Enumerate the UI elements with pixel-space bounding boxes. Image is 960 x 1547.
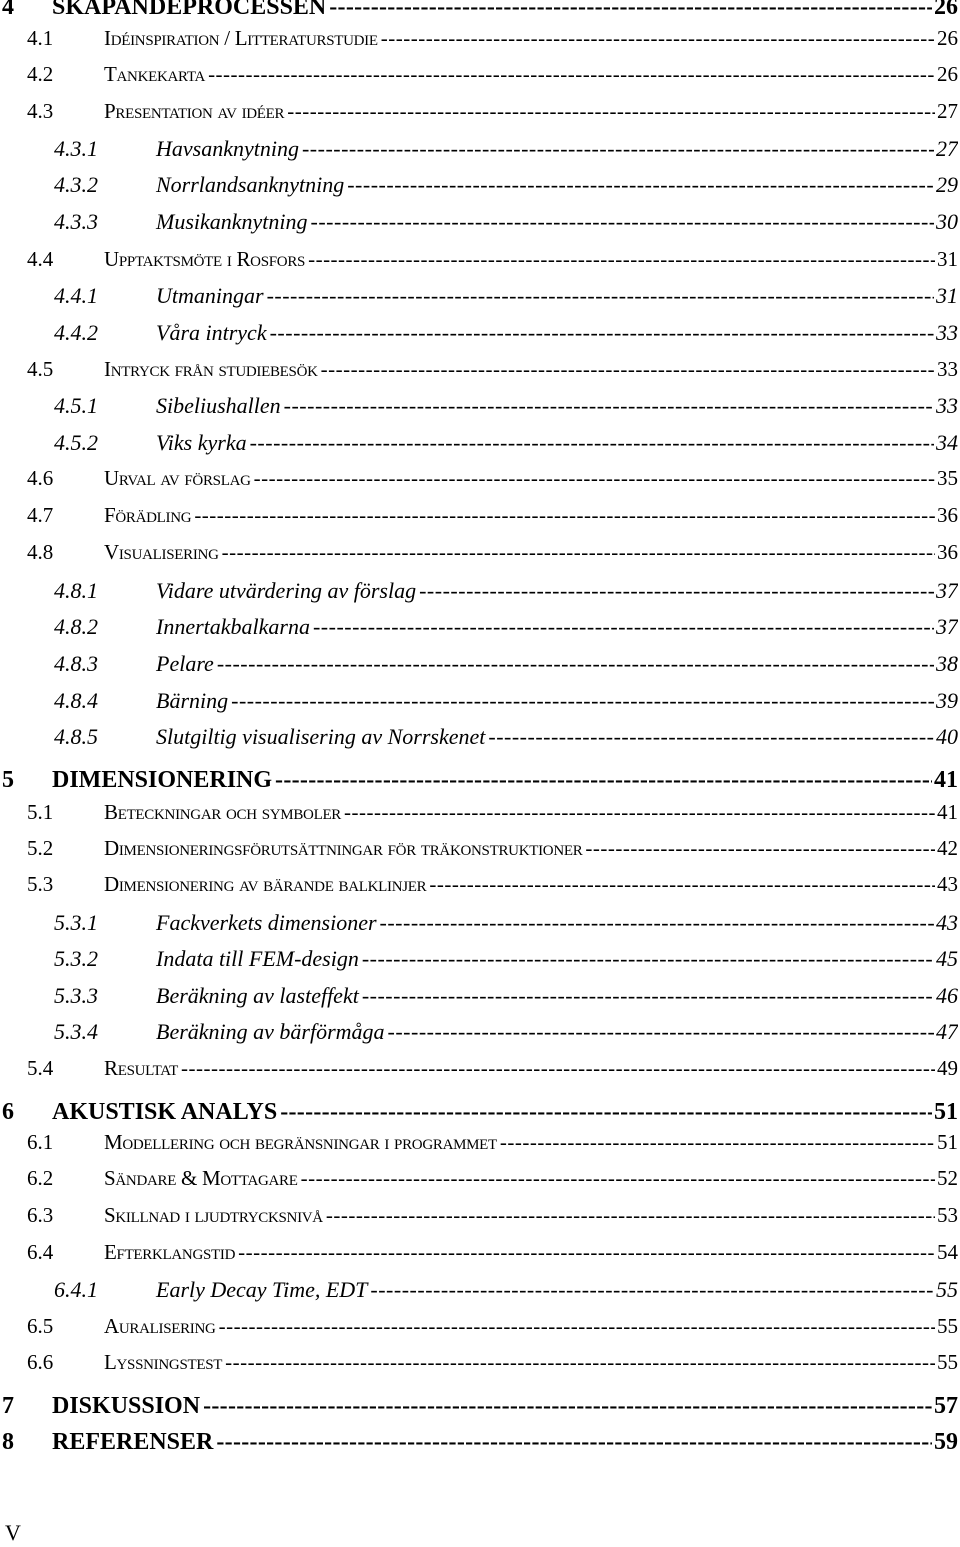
toc-entry-page: 57: [934, 1393, 958, 1419]
toc-entry[interactable]: [0, 393, 958, 427]
toc-entry-page: 31: [937, 247, 958, 271]
toc-entry[interactable]: [0, 357, 958, 391]
toc-entry-title: Beräkning av bärförmåga: [156, 1019, 385, 1044]
toc-entry-title: Dimensionering av bärande balklinjer: [104, 872, 427, 896]
toc-entry-number: 6.5: [27, 1314, 54, 1338]
toc-entry-page: 54: [937, 1240, 958, 1264]
toc-entry-number: 4.3.2: [54, 172, 98, 197]
toc-entry-number: 4.8.4: [54, 688, 98, 713]
dash-leader: [222, 540, 935, 565]
dash-leader: [275, 767, 932, 794]
dash-leader: [280, 1099, 932, 1126]
toc-entry-number: 4.5.1: [54, 393, 98, 418]
toc-entry[interactable]: [0, 1019, 958, 1053]
toc-entry-page: 59: [934, 1429, 958, 1455]
dash-leader: [311, 209, 934, 235]
dash-leader: [216, 1429, 932, 1456]
toc-entry-number: 4.3: [27, 99, 54, 123]
toc-entry-title: Auralisering: [104, 1314, 216, 1338]
toc-entry[interactable]: [0, 724, 958, 758]
toc-entry-number: 4.5.2: [54, 430, 98, 455]
toc-entry[interactable]: [0, 1314, 958, 1348]
toc-entry-number: 6.4: [27, 1240, 54, 1264]
toc-entry[interactable]: [0, 1393, 958, 1427]
toc-entry-page: 41: [937, 800, 958, 824]
toc-entry-number: 4.6: [27, 466, 54, 490]
dash-leader: [287, 99, 935, 124]
toc-entry-page: 41: [934, 767, 958, 793]
toc-entry[interactable]: [0, 1099, 958, 1133]
toc-entry[interactable]: [0, 946, 958, 980]
toc-entry-page: 30: [936, 209, 958, 234]
dash-leader: [370, 1277, 934, 1303]
toc-entry[interactable]: [0, 430, 958, 464]
toc-entry-page: 26: [934, 0, 958, 20]
dash-leader: [488, 724, 934, 750]
toc-entry-page: 39: [936, 688, 958, 713]
toc-entry-number: 6.4.1: [54, 1277, 98, 1302]
toc-entry-number: 4.4: [27, 247, 54, 271]
toc-entry-number: 4.5: [27, 357, 54, 381]
toc-entry-number: 4.7: [27, 503, 54, 527]
toc-entry[interactable]: [0, 651, 958, 685]
dash-leader: [380, 910, 934, 936]
dash-leader: [270, 320, 934, 346]
dash-leader: [301, 1166, 935, 1191]
toc-entry-page: 36: [937, 540, 958, 564]
toc-entry[interactable]: [0, 836, 958, 870]
toc-entry-number: 4: [2, 0, 14, 20]
toc-entry-number: 4.8: [27, 540, 54, 564]
toc-entry-title: Förädling: [104, 503, 192, 527]
toc-entry-title: REFERENSER: [52, 1429, 214, 1455]
toc-entry[interactable]: [0, 136, 958, 170]
toc-entry-page: 36: [937, 503, 958, 527]
toc-entry-title: Skillnad i ljudtrycksnivå: [104, 1203, 323, 1227]
toc-entry-page: 51: [937, 1130, 958, 1154]
toc-entry-title: Upptaktsmöte i Rosfors: [104, 247, 306, 271]
toc-entry-title: Urval av förslag: [104, 466, 251, 490]
toc-entry-number: 5.3.1: [54, 910, 98, 935]
page-number-footer: V: [5, 1520, 21, 1545]
toc-entry[interactable]: [0, 320, 958, 354]
toc-entry[interactable]: [0, 1429, 958, 1463]
toc-entry-page: 42: [937, 836, 958, 860]
dash-leader: [284, 393, 934, 419]
toc-entry-page: 55: [937, 1350, 958, 1374]
toc-entry[interactable]: [0, 540, 958, 574]
toc-entry[interactable]: [0, 172, 958, 206]
toc-entry-title: Bärning: [156, 688, 229, 713]
toc-entry[interactable]: [0, 800, 958, 834]
toc-entry-title: Beräkning av lasteffekt: [156, 983, 359, 1008]
toc-entry-number: 4.4.2: [54, 320, 98, 345]
toc-entry-page: 37: [936, 614, 958, 639]
dash-leader: [238, 1240, 935, 1265]
toc-entry-number: 7: [2, 1393, 14, 1419]
toc-entry-title: Våra intryck: [156, 320, 267, 345]
toc-entry[interactable]: [0, 614, 958, 648]
toc-entry-title: AKUSTISK ANALYS: [52, 1099, 278, 1125]
toc-entry[interactable]: [0, 1350, 958, 1384]
dash-leader: [208, 62, 935, 87]
toc-entry-title: Vidare utvärdering av förslag: [156, 578, 417, 603]
toc-entry[interactable]: [0, 26, 958, 60]
toc-entry-page: 55: [936, 1277, 958, 1302]
toc-entry-title: Norrlandsanknytning: [156, 172, 345, 197]
toc-entry-page: 46: [936, 983, 958, 1008]
toc-entry-title: Early Decay Time, EDT: [156, 1277, 368, 1302]
toc-entry-number: 5.3.4: [54, 1019, 98, 1044]
toc-entry-page: 37: [936, 578, 958, 603]
toc-entry-title: Visualisering: [104, 540, 219, 564]
toc-entry-number: 5.3.2: [54, 946, 98, 971]
toc-entry-title: Sibeliushallen: [156, 393, 281, 418]
toc-entry[interactable]: [0, 503, 958, 537]
toc-entry[interactable]: [0, 99, 958, 133]
toc-entry-number: 6: [2, 1099, 14, 1125]
toc-entry[interactable]: [0, 910, 958, 944]
toc-entry[interactable]: [0, 1056, 958, 1090]
toc-entry-title: Tankekarta: [104, 62, 206, 86]
dash-leader: [194, 503, 935, 528]
toc-entry-number: 5: [2, 767, 14, 793]
toc-entry-number: 5.3: [27, 872, 54, 896]
dash-leader: [347, 172, 934, 198]
dash-leader: [429, 872, 935, 897]
dash-leader: [267, 283, 934, 309]
toc-entry-page: 26: [937, 62, 958, 86]
dash-leader: [419, 578, 934, 604]
toc-entry[interactable]: [0, 0, 958, 28]
toc-entry-title: Fackverkets dimensioner: [156, 910, 377, 935]
dash-leader: [302, 136, 934, 162]
toc-entry-title: Utmaningar: [156, 283, 264, 308]
toc-entry[interactable]: [0, 62, 958, 96]
toc-entry-number: 4.8.1: [54, 578, 98, 603]
toc-entry-title: Sändare & Mottagare: [104, 1166, 298, 1190]
toc-entry[interactable]: [0, 247, 958, 281]
toc-entry-number: 4.3.3: [54, 209, 98, 234]
toc-entry[interactable]: [0, 767, 958, 801]
toc-entry-page: 26: [937, 26, 958, 50]
toc-entry-number: 4.3.1: [54, 136, 98, 161]
toc-entry[interactable]: [0, 1130, 958, 1164]
toc-entry[interactable]: [0, 872, 958, 906]
dash-leader: [250, 430, 934, 456]
toc-entry-title: Presentation av idéer: [104, 99, 285, 123]
dash-leader: [231, 688, 934, 714]
toc-entry-page: 29: [936, 172, 958, 197]
toc-entry-number: 4.1: [27, 26, 54, 50]
toc-entry-page: 49: [937, 1056, 958, 1080]
toc-entry-title: DISKUSSION: [52, 1393, 201, 1419]
toc-entry-title: Pelare: [156, 651, 214, 676]
toc-entry-number: 4.8.5: [54, 724, 98, 749]
toc-entry-number: 6.6: [27, 1350, 54, 1374]
toc-entry-number: 4.2: [27, 62, 54, 86]
dash-leader: [329, 0, 932, 21]
toc-entry-page: 27: [937, 99, 958, 123]
toc-entry-title: Modellering och begränsningar i programmet: [104, 1130, 497, 1154]
toc-entry[interactable]: [0, 466, 958, 500]
toc-entry-page: 27: [936, 136, 958, 161]
toc-entry-title: Beteckningar och symboler: [104, 800, 342, 824]
toc-entry-number: 5.1: [27, 800, 54, 824]
dash-leader: [217, 651, 934, 677]
toc-entry-title: Innertakbalkarna: [156, 614, 310, 639]
toc-entry-page: 33: [937, 357, 958, 381]
toc-entry-page: 43: [937, 872, 958, 896]
toc-entry-page: 34: [936, 430, 958, 455]
toc-entry-page: 51: [934, 1099, 958, 1125]
toc-entry-title: Indata till FEM-design: [156, 946, 359, 971]
toc-entry-number: 5.4: [27, 1056, 54, 1080]
toc-entry[interactable]: [0, 1277, 958, 1311]
toc-entry[interactable]: [0, 578, 958, 612]
toc-entry-title: Efterklangstid: [104, 1240, 236, 1264]
toc-entry-title: Dimensioneringsförutsättningar för träkonstruktioner: [104, 836, 583, 860]
dash-leader: [321, 357, 935, 382]
toc-entry-page: 35: [937, 466, 958, 490]
toc-entry-page: 43: [936, 910, 958, 935]
dash-leader: [225, 1350, 935, 1375]
toc-entry-number: 4.8.2: [54, 614, 98, 639]
toc-entry-title: Intryck från studiebesök: [104, 357, 318, 381]
dash-leader: [585, 836, 935, 861]
toc-entry-number: 6.3: [27, 1203, 54, 1227]
toc-entry-title: Lyssningstest: [104, 1350, 223, 1374]
toc-entry-title: Resultat: [104, 1056, 179, 1080]
toc-entry[interactable]: [0, 209, 958, 243]
dash-leader: [381, 26, 935, 51]
toc-entry-number: 5.2: [27, 836, 54, 860]
toc-entry-page: 33: [936, 320, 958, 345]
dash-leader: [219, 1314, 935, 1339]
toc-entry-number: 8: [2, 1429, 14, 1455]
toc-entry-page: 53: [937, 1203, 958, 1227]
toc-entry-page: 55: [937, 1314, 958, 1338]
toc-entry-page: 47: [936, 1019, 958, 1044]
toc-entry-number: 6.2: [27, 1166, 54, 1190]
toc-entry-title: DIMENSIONERING: [52, 767, 273, 793]
toc-entry-number: 6.1: [27, 1130, 54, 1154]
toc-entry-title: Idéinspiration / Litteraturstudie: [104, 26, 378, 50]
dash-leader: [500, 1130, 935, 1155]
dash-leader: [308, 247, 935, 272]
dash-leader: [326, 1203, 935, 1228]
toc-entry-number: 4.4.1: [54, 283, 98, 308]
toc-entry-page: 45: [936, 946, 958, 971]
toc-entry-page: 33: [936, 393, 958, 418]
toc-entry[interactable]: [0, 1240, 958, 1274]
toc-entry-title: Musikanknytning: [156, 209, 308, 234]
toc-entry-page: 31: [936, 283, 958, 308]
toc-entry-number: 5.3.3: [54, 983, 98, 1008]
toc-entry[interactable]: [0, 1166, 958, 1200]
dash-leader: [344, 800, 935, 825]
dash-leader: [254, 466, 935, 491]
dash-leader: [362, 946, 934, 972]
dash-leader: [313, 614, 934, 640]
toc-entry[interactable]: [0, 688, 958, 722]
toc-entry-number: 4.8.3: [54, 651, 98, 676]
toc-entry-title: Havsanknytning: [156, 136, 299, 161]
dash-leader: [362, 983, 934, 1009]
toc-entry-page: 40: [936, 724, 958, 749]
dash-leader: [203, 1393, 932, 1420]
toc-entry-title: Viks kyrka: [156, 430, 247, 455]
toc-entry[interactable]: [0, 983, 958, 1017]
toc-entry[interactable]: [0, 283, 958, 317]
toc-entry-page: 38: [936, 651, 958, 676]
toc-entry-title: Slutgiltig visualisering av Norrskenet: [156, 724, 486, 749]
dash-leader: [181, 1056, 935, 1081]
toc-entry-title: SKAPANDEPROCESSEN: [52, 0, 327, 20]
dash-leader: [388, 1019, 934, 1045]
toc-entry[interactable]: [0, 1203, 958, 1237]
toc-entry-page: 52: [937, 1166, 958, 1190]
